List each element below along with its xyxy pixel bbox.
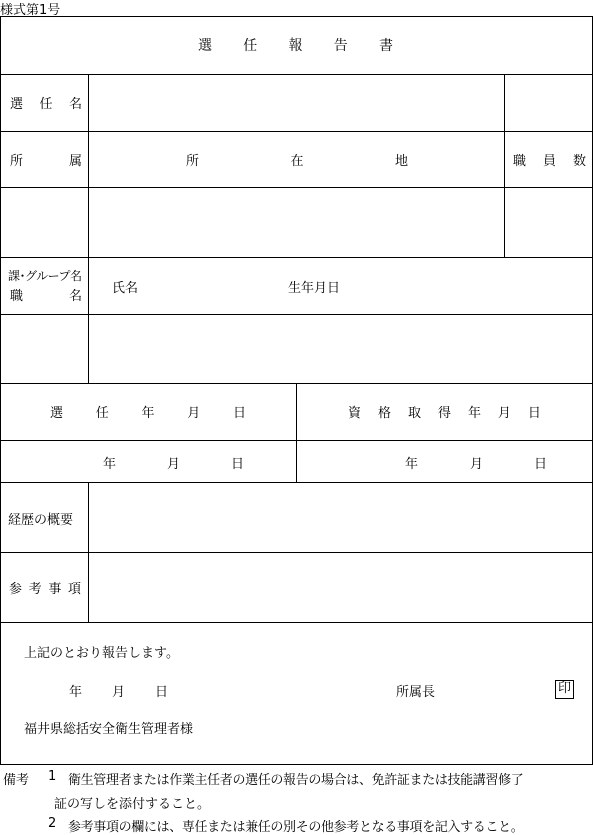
position-label: 職 名 (10, 288, 82, 304)
report-statement: 上記のとおり報告します。 (24, 646, 179, 661)
reference-label: 参 考 事 項 (9, 581, 81, 597)
form-number: 様式第1号 (0, 3, 61, 18)
qualification-date-day-unit: 日 (534, 457, 548, 472)
staff-count-label: 職 員 数 (513, 153, 586, 169)
superior-label: 所属長 (396, 685, 436, 700)
qualification-date-year-unit: 年 (405, 457, 419, 472)
rule (0, 622, 593, 623)
title-char: 報 (288, 38, 303, 54)
notes-heading: 備考 (3, 773, 30, 788)
person-name-field[interactable] (89, 315, 592, 383)
birth-date-label: 生年月日 (288, 281, 341, 296)
qualification-date-label: 資 格 取 得 年 月 日 (348, 405, 541, 421)
title-char: 選 (198, 38, 212, 54)
person-name-label: 氏名 (112, 281, 139, 296)
location-field[interactable] (89, 188, 504, 257)
appointment-date-day-unit: 日 (231, 457, 245, 472)
form-title (198, 36, 393, 54)
appointment-date-label: 選 任 年 月 日 (50, 405, 246, 421)
qualification-date-field[interactable] (297, 441, 592, 482)
appointment-name-extra-field[interactable] (505, 75, 592, 131)
appointment-date-field[interactable] (1, 441, 296, 482)
career-field[interactable] (89, 483, 592, 552)
note-2-line-1: 参考事項の欄には、専任または兼任の別その他参考となる事項を記入すること。 (68, 820, 524, 835)
position-field[interactable] (1, 315, 88, 383)
note-1-line-2: 証の写しを添付すること。 (54, 797, 211, 812)
title-char: 告 (333, 38, 348, 54)
note-1-number: 1 (48, 769, 57, 784)
appointment-name-label: 選 任 名 (10, 96, 82, 112)
title-char: 書 (379, 38, 393, 54)
title-char: 任 (243, 38, 258, 54)
appointment-name-field[interactable] (89, 75, 504, 131)
section-group-name-label: 課･グループ名 (8, 269, 82, 283)
location-label: 所 在 地 (186, 153, 408, 169)
appointment-date-month-unit: 月 (167, 457, 181, 472)
note-1-line-1: 衛生管理者または作業主任者の選任の報告の場合は、免許証または技能講習修了 (68, 773, 524, 788)
affiliation-field[interactable] (1, 188, 88, 257)
seal-box: 印 (555, 680, 574, 699)
career-label: 経歴の概要 (8, 513, 74, 528)
report-date-year-unit: 年 (69, 685, 83, 700)
addressee: 福井県総括安全衛生管理者様 (24, 722, 194, 737)
affiliation-label: 所 属 (10, 153, 82, 169)
appointment-date-year-unit: 年 (103, 457, 117, 472)
reference-field[interactable] (89, 553, 592, 622)
qualification-date-month-unit: 月 (470, 457, 484, 472)
staff-count-field[interactable] (505, 188, 592, 257)
report-date-month-unit: 月 (112, 685, 126, 700)
note-2-number: 2 (48, 816, 57, 831)
report-date-day-unit: 日 (155, 685, 169, 700)
